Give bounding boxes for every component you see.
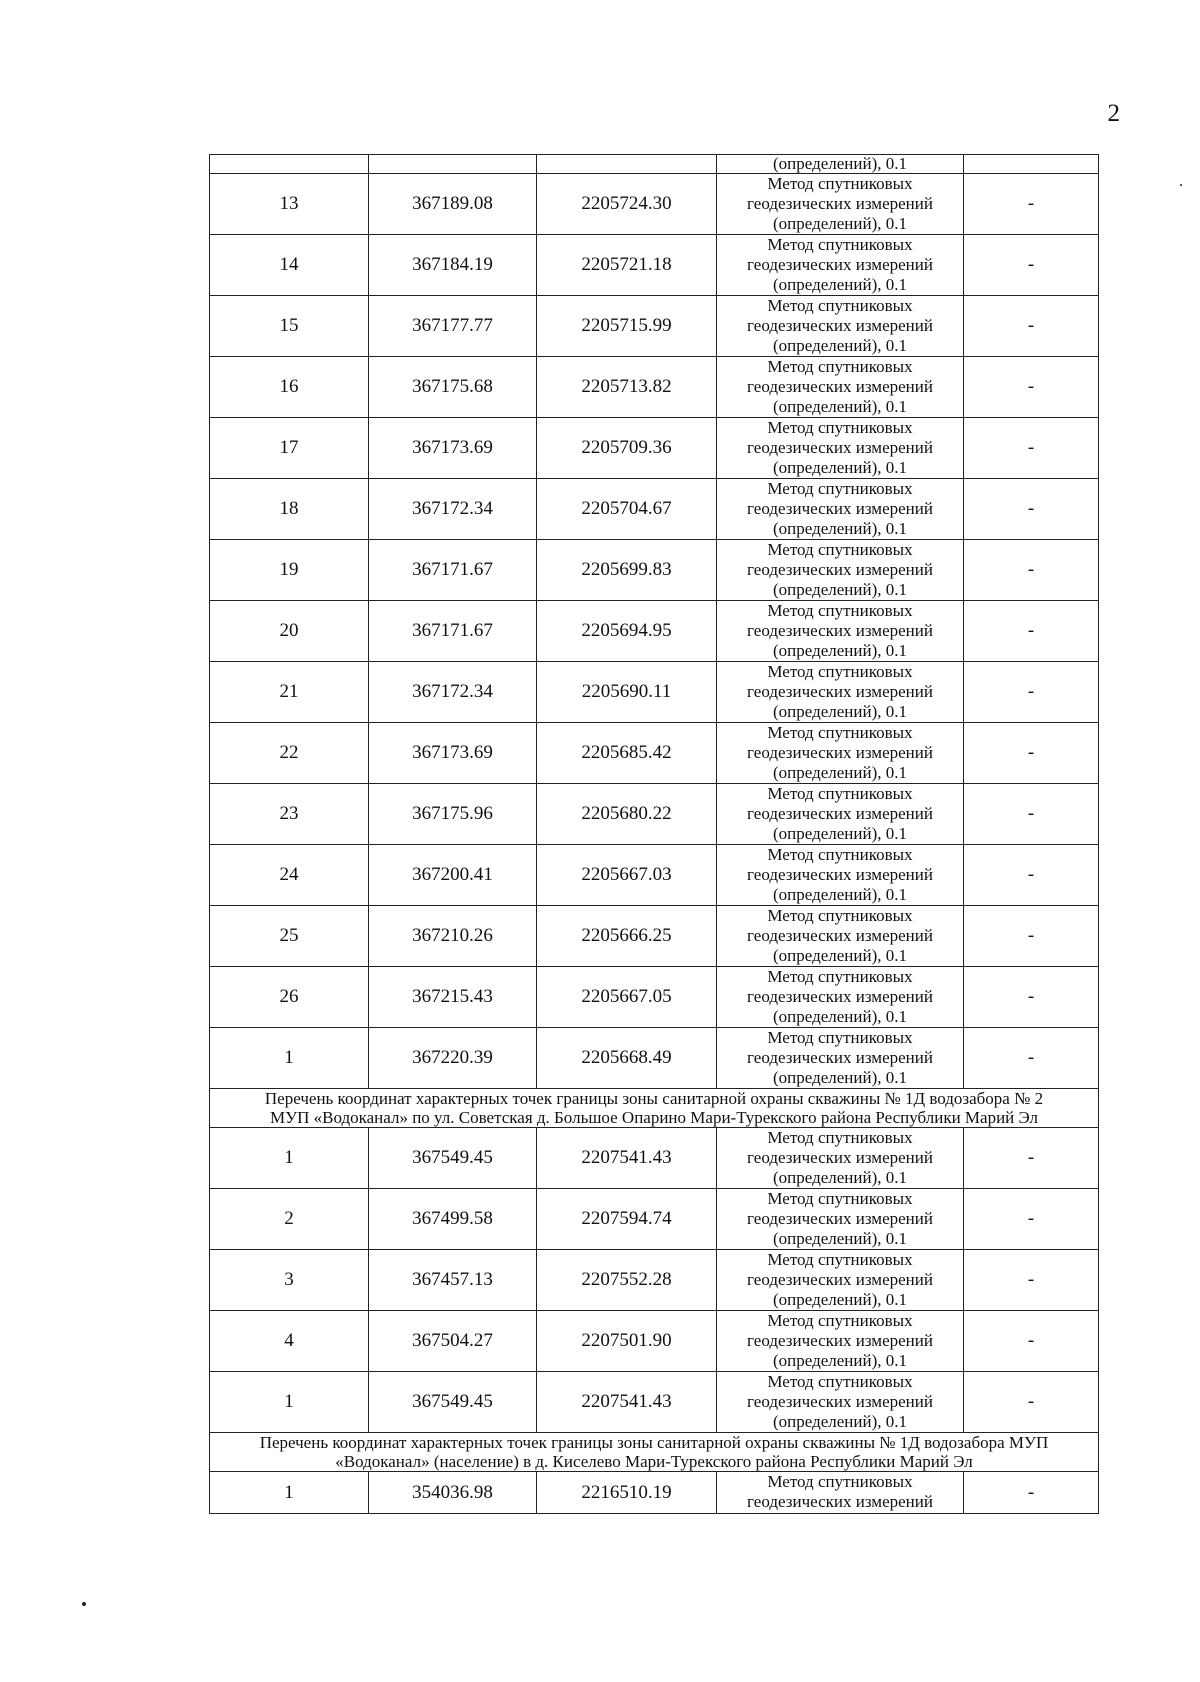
method-cell	[717, 1189, 964, 1250]
method-cell	[717, 1128, 964, 1189]
method-line: Метод спутниковых	[767, 845, 913, 864]
note-cell: -	[964, 357, 1099, 418]
method-line: Метод спутниковых	[767, 662, 913, 681]
note-cell: -	[964, 418, 1099, 479]
method-line: геодезических измерений	[747, 804, 933, 823]
method-cell	[717, 296, 964, 357]
note-cell: -	[964, 967, 1099, 1028]
y-cell	[537, 155, 717, 174]
method-line: геодезических измерений	[747, 987, 933, 1006]
table-row	[210, 1189, 1099, 1250]
x-coordinate-cell: 367173.69	[369, 723, 537, 784]
method-line: геодезических измерений	[747, 1331, 933, 1350]
note-cell: -	[964, 296, 1099, 357]
y-coordinate-cell: 2207501.90	[537, 1311, 717, 1372]
y-coordinate-cell: 2205667.03	[537, 845, 717, 906]
table-row	[210, 906, 1099, 967]
x-coordinate-cell: 367549.45	[369, 1372, 537, 1433]
table-row	[210, 967, 1099, 1028]
y-coordinate-cell: 2205685.42	[537, 723, 717, 784]
method-line: (определений), 0.1	[772, 458, 907, 477]
point-number-cell: 4	[210, 1311, 369, 1372]
x-coordinate-cell: 367172.34	[369, 662, 537, 723]
x-coordinate-cell: 367171.67	[369, 601, 537, 662]
method-line: Метод спутниковых	[767, 357, 913, 376]
method-line: Метод спутниковых	[767, 784, 913, 803]
page-number: 2	[1107, 100, 1120, 127]
method-line: (определений), 0.1	[772, 397, 907, 416]
x-coordinate-cell: 367172.34	[369, 479, 537, 540]
y-coordinate-cell: 2207594.74	[537, 1189, 717, 1250]
method-line: (определений), 0.1	[772, 885, 907, 904]
table-row	[210, 845, 1099, 906]
method-line: геодезических измерений	[747, 1392, 933, 1411]
note-cell: -	[964, 662, 1099, 723]
table-row	[210, 1250, 1099, 1311]
point-number-cell: 1	[210, 1128, 369, 1189]
note-cell: -	[964, 1128, 1099, 1189]
note-cell: -	[964, 723, 1099, 784]
x-coordinate-cell: 367210.26	[369, 906, 537, 967]
table-row	[210, 1028, 1099, 1089]
table-row	[210, 1372, 1099, 1433]
method-line: Метод спутниковых	[767, 601, 913, 620]
table-row	[210, 479, 1099, 540]
section-heading-line: Перечень координат характерных точек границы зоны санитарной охраны скважины № 1Д водозабора № 2	[264, 1089, 1044, 1108]
note-cell: -	[964, 1311, 1099, 1372]
y-coordinate-cell: 2205724.30	[537, 174, 717, 235]
note-cell: -	[964, 906, 1099, 967]
point-number-cell: 25	[210, 906, 369, 967]
method-cell	[717, 1472, 964, 1514]
method-cell	[717, 235, 964, 296]
point-number-cell: 21	[210, 662, 369, 723]
method-line: (определений), 0.1	[772, 336, 907, 355]
method-cell	[717, 784, 964, 845]
section-heading	[210, 1433, 1099, 1472]
method-line: геодезических измерений	[747, 1209, 933, 1228]
point-number-cell: 3	[210, 1250, 369, 1311]
method-cell	[717, 601, 964, 662]
note-cell: -	[964, 1250, 1099, 1311]
x-coordinate-cell: 367189.08	[369, 174, 537, 235]
method-line: геодезических измерений	[747, 743, 933, 762]
method-line: Метод спутниковых	[767, 1189, 913, 1208]
y-coordinate-cell: 2205667.05	[537, 967, 717, 1028]
x-coordinate-cell: 367175.96	[369, 784, 537, 845]
table-row	[210, 601, 1099, 662]
method-cell	[717, 357, 964, 418]
scan-speck	[1180, 184, 1182, 186]
y-coordinate-cell: 2205704.67	[537, 479, 717, 540]
y-coordinate-cell: 2205666.25	[537, 906, 717, 967]
y-coordinate-cell: 2205715.99	[537, 296, 717, 357]
note-cell: -	[964, 601, 1099, 662]
x-coordinate-cell: 367184.19	[369, 235, 537, 296]
note-cell: -	[964, 1028, 1099, 1089]
table-row	[210, 357, 1099, 418]
note-cell: -	[964, 235, 1099, 296]
point-number-cell: 24	[210, 845, 369, 906]
coordinates-table-body	[210, 155, 1099, 1514]
point-number-cell: 20	[210, 601, 369, 662]
table-row	[210, 235, 1099, 296]
method-line: (определений), 0.1	[772, 946, 907, 965]
coordinates-table	[209, 154, 1099, 1514]
method-line: Метод спутниковых	[767, 479, 913, 498]
method-cell	[717, 662, 964, 723]
method-cell	[717, 1311, 964, 1372]
method-line: Метод спутниковых	[767, 235, 913, 254]
method-line: (определений), 0.1	[772, 1229, 907, 1248]
method-line: (определений), 0.1	[772, 1412, 907, 1431]
y-coordinate-cell: 2205721.18	[537, 235, 717, 296]
method-cell	[717, 845, 964, 906]
point-number-cell: 23	[210, 784, 369, 845]
note-cell: -	[964, 174, 1099, 235]
note-cell: -	[964, 479, 1099, 540]
section-heading	[210, 1089, 1099, 1128]
y-coordinate-cell: 2216510.19	[537, 1472, 717, 1514]
method-line: (определений), 0.1	[772, 580, 907, 599]
method-line: геодезических измерений	[747, 926, 933, 945]
point-number-cell: 15	[210, 296, 369, 357]
point-number-cell: 13	[210, 174, 369, 235]
point-number-cell: 18	[210, 479, 369, 540]
table-row	[210, 1311, 1099, 1372]
method-line: (определений), 0.1	[772, 763, 907, 782]
y-coordinate-cell: 2205709.36	[537, 418, 717, 479]
method-cell	[717, 906, 964, 967]
section-heading-row	[210, 1433, 1099, 1472]
note-cell: -	[964, 1189, 1099, 1250]
x-coordinate-cell: 367175.68	[369, 357, 537, 418]
method-line: геодезических измерений	[747, 316, 933, 335]
point-number-cell: 2	[210, 1189, 369, 1250]
note-cell: -	[964, 540, 1099, 601]
point-number-cell: 14	[210, 235, 369, 296]
x-coordinate-cell: 367499.58	[369, 1189, 537, 1250]
method-line: Метод спутниковых	[767, 1028, 913, 1047]
method-line: (определений), 0.1	[772, 1351, 907, 1370]
method-line: (определений), 0.1	[772, 214, 907, 233]
x-coordinate-cell: 367457.13	[369, 1250, 537, 1311]
method-line: геодезических измерений	[747, 560, 933, 579]
method-cell	[717, 723, 964, 784]
y-coordinate-cell: 2207552.28	[537, 1250, 717, 1311]
method-line: Метод спутниковых	[767, 723, 913, 742]
number-cell	[210, 155, 369, 174]
method-line: (определений), 0.1	[772, 1290, 907, 1309]
x-coordinate-cell: 354036.98	[369, 1472, 537, 1514]
method-line: Метод спутниковых	[767, 174, 913, 193]
point-number-cell: 1	[210, 1028, 369, 1089]
point-number-cell: 17	[210, 418, 369, 479]
method-line: Метод спутниковых	[767, 296, 913, 315]
method-line: геодезических измерений	[747, 377, 933, 396]
y-coordinate-cell: 2205690.11	[537, 662, 717, 723]
table-row	[210, 418, 1099, 479]
table-row	[210, 1128, 1099, 1189]
method-line: (определений), 0.1	[772, 641, 907, 660]
section-heading-row	[210, 1089, 1099, 1128]
method-line: Метод спутниковых	[767, 1472, 913, 1491]
method-line: (определений), 0.1	[772, 702, 907, 721]
method-line: геодезических измерений	[747, 255, 933, 274]
table-row	[210, 723, 1099, 784]
method-line: геодезических измерений	[747, 438, 933, 457]
point-number-cell: 1	[210, 1372, 369, 1433]
x-coordinate-cell: 367173.69	[369, 418, 537, 479]
x-coordinate-cell: 367549.45	[369, 1128, 537, 1189]
table-row	[210, 662, 1099, 723]
note-cell	[964, 155, 1099, 174]
x-coordinate-cell: 367220.39	[369, 1028, 537, 1089]
x-cell	[369, 155, 537, 174]
x-coordinate-cell: 367200.41	[369, 845, 537, 906]
method-line: геодезических измерений	[747, 194, 933, 213]
method-line: Метод спутниковых	[767, 418, 913, 437]
y-coordinate-cell: 2205694.95	[537, 601, 717, 662]
method-cell	[717, 1028, 964, 1089]
method-line: Метод спутниковых	[767, 1128, 913, 1147]
method-line: геодезических измерений	[747, 1048, 933, 1067]
x-coordinate-cell: 367171.67	[369, 540, 537, 601]
method-line: (определений), 0.1	[772, 1007, 907, 1026]
scan-speck	[82, 1602, 86, 1606]
y-coordinate-cell: 2205699.83	[537, 540, 717, 601]
method-line: геодезических измерений	[747, 682, 933, 701]
note-cell: -	[964, 1372, 1099, 1433]
method-line: Метод спутниковых	[767, 540, 913, 559]
table-row	[210, 296, 1099, 357]
method-line: (определений), 0.1	[772, 519, 907, 538]
point-number-cell: 26	[210, 967, 369, 1028]
method-line: геодезических измерений	[747, 1148, 933, 1167]
method-cell	[717, 418, 964, 479]
table-row	[210, 540, 1099, 601]
method-line: геодезических измерений	[747, 865, 933, 884]
method-line: Метод спутниковых	[767, 967, 913, 986]
method-line: (определений), 0.1	[772, 824, 907, 843]
y-coordinate-cell: 2205713.82	[537, 357, 717, 418]
point-number-cell: 1	[210, 1472, 369, 1514]
y-coordinate-cell: 2207541.43	[537, 1372, 717, 1433]
point-number-cell: 19	[210, 540, 369, 601]
section-heading-line: «Водоканал» (население) в д. Киселево Мари-Турекского района Республики Марий Эл	[335, 1452, 973, 1471]
method-line: геодезических измерений	[747, 621, 933, 640]
note-cell: -	[964, 1472, 1099, 1514]
x-coordinate-cell: 367504.27	[369, 1311, 537, 1372]
method-line: Метод спутниковых	[767, 1311, 913, 1330]
point-number-cell: 22	[210, 723, 369, 784]
method-line: геодезических измерений	[747, 499, 933, 518]
section-heading-line: МУП «Водоканал» по ул. Советская д. Большое Опарино Мари-Турекского района Республики Марий Эл	[269, 1108, 1039, 1127]
method-cell	[717, 540, 964, 601]
x-coordinate-cell: 367215.43	[369, 967, 537, 1028]
method-line: Метод спутниковых	[767, 1250, 913, 1269]
continuation-row	[210, 155, 1099, 174]
method-line: (определений), 0.1	[772, 1068, 907, 1087]
method-cell	[717, 1250, 964, 1311]
method-cell	[717, 479, 964, 540]
method-line: Метод спутниковых	[767, 906, 913, 925]
method-line: геодезических измерений	[747, 1270, 933, 1289]
y-coordinate-cell: 2205668.49	[537, 1028, 717, 1089]
x-coordinate-cell: 367177.77	[369, 296, 537, 357]
y-coordinate-cell: 2207541.43	[537, 1128, 717, 1189]
method-line: (определений), 0.1	[772, 275, 907, 294]
table-row	[210, 174, 1099, 235]
point-number-cell: 16	[210, 357, 369, 418]
method-cell	[717, 967, 964, 1028]
note-cell: -	[964, 845, 1099, 906]
method-cell: (определений), 0.1	[717, 155, 964, 174]
note-cell: -	[964, 784, 1099, 845]
method-cell	[717, 1372, 964, 1433]
section-heading-line: Перечень координат характерных точек границы зоны санитарной охраны скважины № 1Д водозабора МУП	[259, 1433, 1049, 1452]
y-coordinate-cell: 2205680.22	[537, 784, 717, 845]
method-line: (определений), 0.1	[772, 1168, 907, 1187]
method-line: геодезических измерений	[747, 1492, 933, 1511]
table-row	[210, 784, 1099, 845]
method-cell	[717, 174, 964, 235]
method-line: Метод спутниковых	[767, 1372, 913, 1391]
table-row	[210, 1472, 1099, 1514]
